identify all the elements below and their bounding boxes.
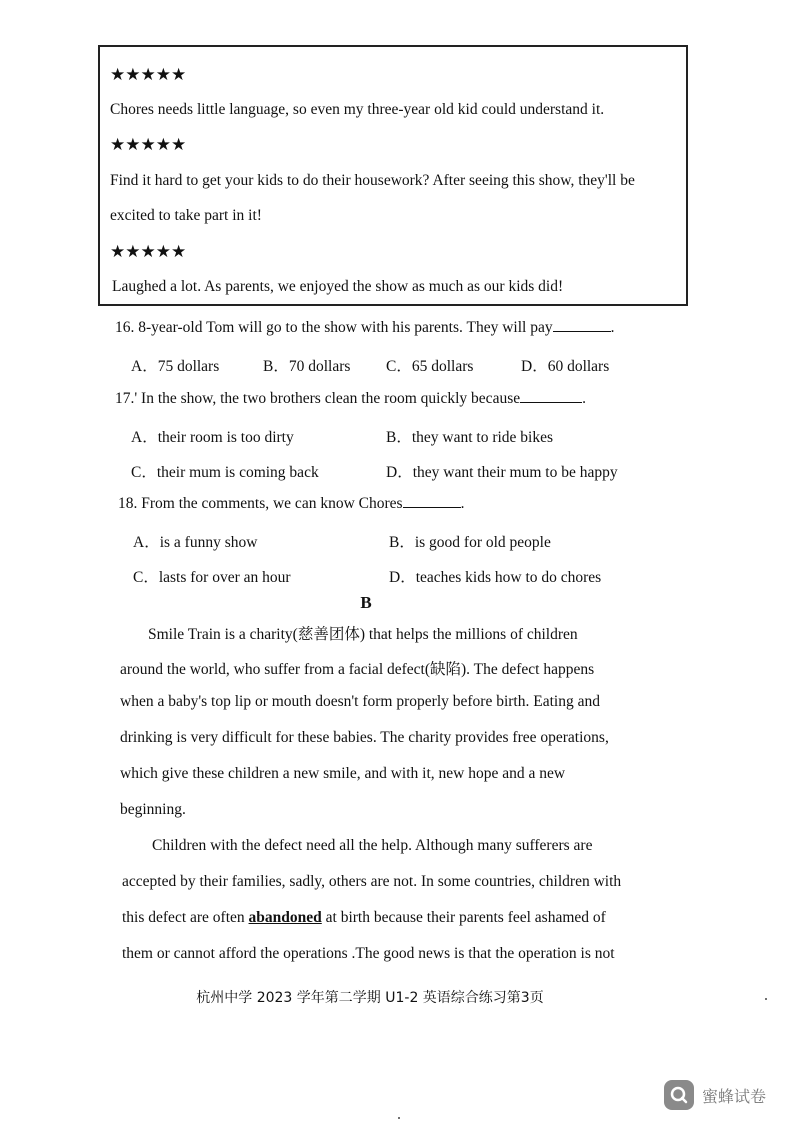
scan-speck [765, 998, 767, 1000]
abandoned-keyword: abandoned [248, 909, 322, 926]
option-16-d[interactable]: D．60 dollars [521, 358, 610, 375]
passage-line: Children with the defect need all the help. Although many sufferers are [152, 837, 593, 854]
reviews-box [98, 45, 688, 306]
passage-line: when a baby's top lip or mouth doesn't form properly before birth. Eating and [120, 693, 600, 710]
question-16-stem: 16. 8-year-old Tom will go to the show with his parents. They will pay [115, 319, 553, 336]
review-1-text: Chores needs little language, so even my three-year old kid could understand it. [110, 101, 605, 118]
watermark-text: 蜜蜂试卷 [702, 1086, 767, 1106]
option-18-b[interactable]: B．is good for old people [389, 534, 551, 551]
answer-blank[interactable] [553, 319, 611, 332]
star-rating-2: ★★★★★ [110, 135, 187, 155]
watermark [664, 1078, 766, 1112]
scan-speck [398, 1117, 400, 1119]
passage-line: them or cannot afford the operations .The good news is that the operation is not [122, 945, 615, 962]
star-rating-1: ★★★★★ [110, 65, 187, 85]
review-3-text: Laughed a lot. As parents, we enjoyed the show as much as our kids did! [112, 278, 564, 295]
passage-line: Smile Train is a charity(慈善团体) that helps the millions of children [148, 626, 578, 643]
review-2-text-line1: Find it hard to get your kids to do their housework? After seeing this show, they'll be [110, 172, 635, 189]
passage-line: which give these children a new smile, and with it, new hope and a new [120, 765, 566, 782]
section-b-title: B [360, 593, 372, 612]
option-18-a[interactable]: A．is a funny show [133, 534, 258, 551]
option-17-b[interactable]: B．they want to ride bikes [386, 429, 554, 446]
search-q-icon [664, 1080, 694, 1110]
page-footer: 杭州中学 2023 学年第二学期 U1-2 英语综合练习第3页 [196, 990, 544, 1006]
question-18-stem: 18. From the comments, we can know Chores [118, 495, 403, 512]
answer-blank[interactable] [520, 390, 582, 403]
option-16-c[interactable]: C．65 dollars [386, 358, 474, 375]
question-17-stem: 17.' In the show, the two brothers clean the room quickly because [115, 390, 521, 407]
passage-line: accepted by their families, sadly, others are not. In some countries, children with [122, 873, 622, 890]
option-17-d[interactable]: D．they want their mum to be happy [386, 464, 618, 481]
passage-line: beginning. [120, 801, 186, 818]
option-17-c[interactable]: C．their mum is coming back [131, 464, 319, 481]
option-16-b[interactable]: B．70 dollars [263, 358, 351, 375]
passage-line: drinking is very difficult for these babies. The charity provides free operations, [120, 729, 609, 746]
question-17: 17.' In the show, the two brothers clean the room quickly because . [115, 390, 586, 407]
question-18: 18. From the comments, we can know Chores . [118, 495, 465, 512]
option-16-a[interactable]: A．75 dollars [131, 358, 220, 375]
option-18-c[interactable]: C．lasts for over an hour [133, 569, 291, 586]
question-16: 16. 8-year-old Tom will go to the show with his parents. They will pay . [115, 319, 615, 336]
review-2-text-line2: excited to take part in it! [110, 207, 262, 224]
option-17-a[interactable]: A．their room is too dirty [131, 429, 294, 446]
passage-line: this defect are often abandoned at birth because their parents feel ashamed of [122, 909, 606, 926]
answer-blank[interactable] [403, 495, 461, 508]
passage-line: around the world, who suffer from a facial defect(缺陷). The defect happens [120, 661, 595, 678]
star-rating-3: ★★★★★ [110, 242, 187, 262]
option-18-d[interactable]: D．teaches kids how to do chores [389, 569, 602, 586]
